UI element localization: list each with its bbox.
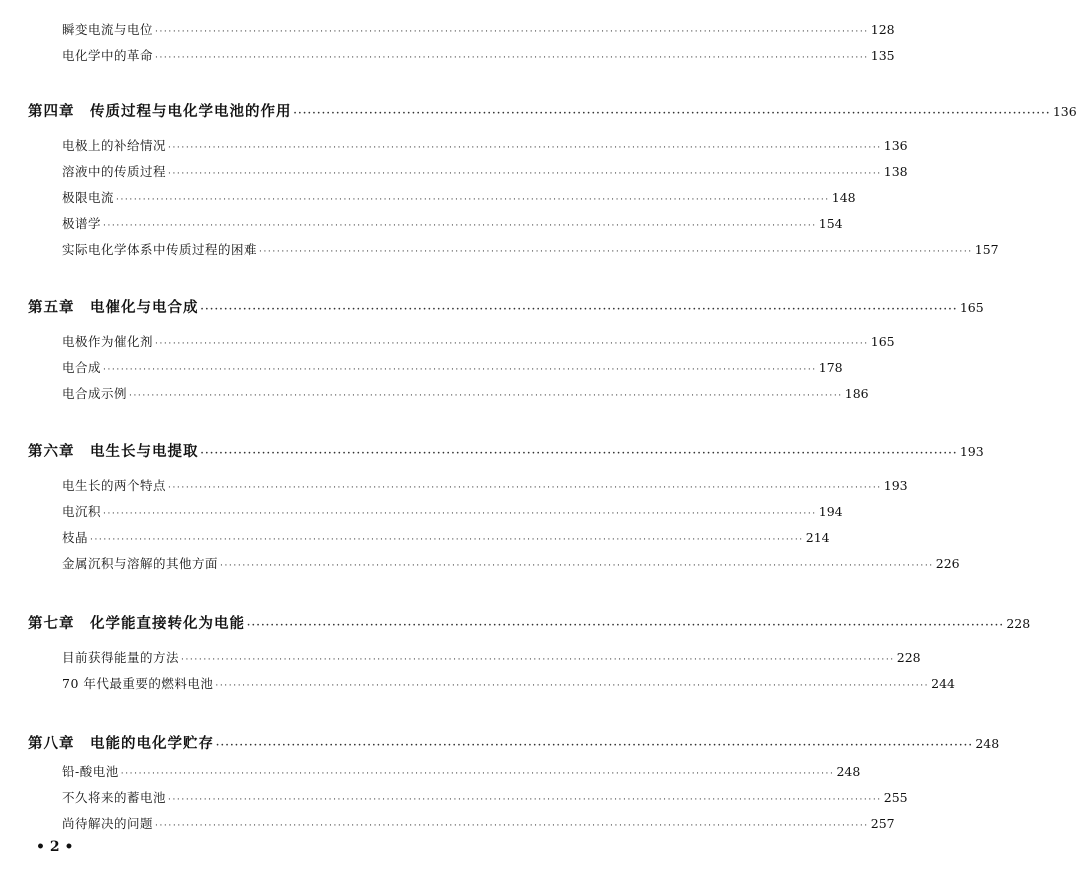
dot-leader: ································································································································································ [181, 655, 895, 665]
entry-title: 第七章 化学能直接转化为电能 [28, 615, 245, 632]
entry-page-number: 165 [870, 334, 895, 349]
dot-leader: ································································································································································ [168, 483, 882, 493]
dot-leader: ································································································································································ [259, 247, 973, 257]
dot-leader: ································································································································································ [103, 221, 817, 231]
entry-title: 电合成示例 [62, 386, 128, 401]
entry-title: 电合成 [62, 360, 102, 375]
dot-leader: ································································································································································ [103, 509, 817, 519]
entry-page-number: 186 [844, 386, 869, 401]
section-entry [62, 358, 843, 376]
chapter-entry [28, 732, 1000, 753]
entry-page-number: 135 [870, 48, 895, 63]
section-entry [62, 528, 830, 546]
entry-title: 70 年代最重要的燃料电池 [62, 676, 214, 691]
dot-leader: ································································································································································ [155, 339, 869, 349]
entry-title: 电沉积 [62, 504, 102, 519]
entry-title: 不久将来的蓄电池 [62, 790, 167, 805]
entry-title: 第八章 电能的电化学贮存 [28, 735, 214, 752]
section-entry [62, 214, 843, 232]
entry-title: 金属沉积与溶解的其他方面 [62, 556, 219, 571]
entry-title: 目前获得能量的方法 [62, 650, 180, 665]
section-entry [62, 332, 895, 350]
entry-page-number: 228 [896, 650, 921, 665]
entry-title: 极限电流 [62, 190, 115, 205]
entry-title: 电极上的补给情况 [62, 138, 167, 153]
entry-page-number: 193 [883, 478, 908, 493]
chapter-entry [28, 440, 984, 461]
entry-title: 尚待解决的问题 [62, 816, 154, 831]
entry-page-number: 228 [1006, 616, 1031, 631]
entry-title: 第五章 电催化与电合成 [28, 299, 199, 316]
entry-page-number: 214 [805, 530, 830, 545]
dot-leader: ································································································································································ [293, 109, 1051, 119]
section-entry [62, 674, 955, 692]
entry-page-number: 165 [959, 300, 984, 315]
section-entry [62, 554, 960, 572]
section-entry [62, 476, 908, 494]
section-entry [62, 814, 895, 832]
dot-leader: ································································································································································ [155, 821, 869, 831]
entry-page-number: 194 [818, 504, 843, 519]
entry-title: 极谱学 [62, 216, 102, 231]
dot-leader: ································································································································································ [200, 305, 958, 315]
dot-leader: ································································································································································ [220, 561, 934, 571]
chapter-entry [28, 612, 1031, 633]
section-entry [62, 240, 999, 258]
entry-title: 电生长的两个特点 [62, 478, 167, 493]
page-number: • 2 • [36, 839, 74, 855]
entry-page-number: 248 [836, 764, 861, 779]
dot-leader: ································································································································································ [168, 169, 882, 179]
entry-page-number: 257 [870, 816, 895, 831]
entry-title: 第四章 传质过程与电化学电池的作用 [28, 103, 292, 120]
dot-leader: ································································································································································ [90, 535, 804, 545]
entry-page-number: 128 [870, 22, 895, 37]
section-entry [62, 188, 856, 206]
dot-leader: ································································································································································ [155, 27, 869, 37]
entry-title: 第六章 电生长与电提取 [28, 443, 199, 460]
section-entry [62, 384, 869, 402]
entry-page-number: 138 [883, 164, 908, 179]
dot-leader: ································································································································································ [200, 449, 958, 459]
entry-page-number: 178 [818, 360, 843, 375]
entry-page-number: 244 [931, 676, 955, 691]
entry-page-number: 248 [975, 736, 1000, 751]
entry-page-number: 226 [935, 556, 960, 571]
entry-page-number: 154 [818, 216, 843, 231]
entry-title: 电化学中的革命 [62, 48, 154, 63]
section-entry [62, 20, 895, 38]
dot-leader: ································································································································································ [103, 365, 817, 375]
section-entry [62, 762, 861, 780]
section-entry [62, 162, 908, 180]
dot-leader: ································································································································································ [129, 391, 843, 401]
entry-title: 枝晶 [62, 530, 89, 545]
entry-page-number: 193 [959, 444, 984, 459]
entry-title: 溶液中的传质过程 [62, 164, 167, 179]
entry-page-number: 136 [1052, 104, 1077, 119]
dot-leader: ································································································································································ [168, 143, 882, 153]
entry-title: 电极作为催化剂 [62, 334, 154, 349]
dot-leader: ································································································································································ [120, 769, 835, 779]
entry-page-number: 148 [831, 190, 856, 205]
section-entry [62, 502, 843, 520]
section-entry [62, 788, 908, 806]
entry-page-number: 157 [974, 242, 999, 257]
dot-leader: ································································································································································ [116, 195, 830, 205]
section-entry [62, 136, 908, 154]
dot-leader: ································································································································································ [155, 53, 869, 63]
dot-leader: ································································································································································ [216, 741, 974, 751]
entry-page-number: 136 [883, 138, 908, 153]
section-entry [62, 46, 895, 64]
chapter-entry [28, 100, 1077, 121]
section-entry [62, 648, 921, 666]
entry-page-number: 255 [883, 790, 908, 805]
chapter-entry [28, 296, 984, 317]
entry-title: 瞬变电流与电位 [62, 22, 154, 37]
dot-leader: ································································································································································ [168, 795, 882, 805]
dot-leader: ································································································································································ [247, 621, 1005, 631]
dot-leader: ································································································································································ [215, 681, 930, 691]
entry-title: 实际电化学体系中传质过程的困难 [62, 242, 258, 257]
entry-title: 铅-酸电池 [62, 764, 119, 779]
